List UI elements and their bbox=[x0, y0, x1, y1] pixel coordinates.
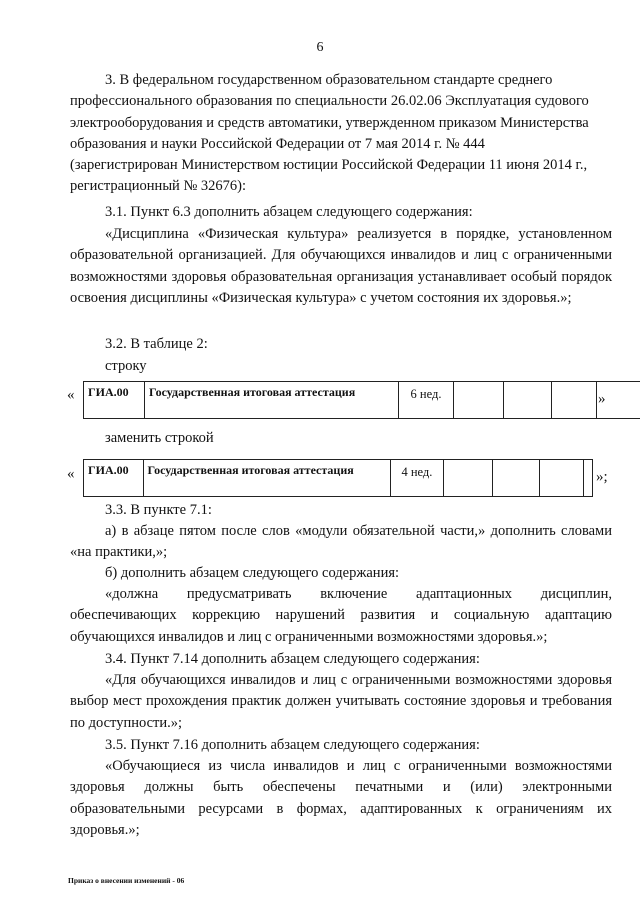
table-old-row bbox=[83, 381, 640, 419]
table-new-empty-cell bbox=[584, 460, 592, 496]
table-new-name: Государственная итоговая аттестация bbox=[144, 460, 391, 496]
quote-3-5: «Обучающиеся из числа инвалидов и лиц с ограниченными возможностями здоровья должны быть обеспечены печатными и (или) электронными образовательными ресурсами в формах, адаптированных к ограничениям их здоровья.»; bbox=[70, 758, 612, 838]
section-3-line: образования и науки Российской Федерации от 7 мая 2014 г. № 444 bbox=[70, 135, 485, 152]
table-old-name: Государственная итоговая аттестация bbox=[145, 382, 399, 418]
item-3-5: 3.5. Пункт 7.16 дополнить абзацем следующего содержания: bbox=[105, 737, 480, 753]
table-new-row bbox=[83, 459, 593, 497]
item-3-3-a: а) в абзаце пятом после слов «модули обязательной части,» дополнить словами «на практики,»; bbox=[70, 523, 612, 561]
table-old-open-quote: « bbox=[67, 387, 75, 403]
footer-note: Приказ о внесении изменений - 06 bbox=[68, 876, 185, 885]
table-new-empty-cell bbox=[540, 460, 584, 496]
table-new-code: ГИА.00 bbox=[84, 460, 144, 496]
section-3-line: электрооборудования и средств автоматики, утвержденном приказом Министерства bbox=[70, 114, 589, 131]
table-old-duration: 6 нед. bbox=[399, 382, 454, 418]
table-new-empty-cell bbox=[444, 460, 493, 496]
item-3-2: 3.2. В таблице 2: bbox=[105, 336, 208, 352]
section-3-line: (зарегистрирован Министерством юстиции Российской Федерации 11 июня 2014 г., bbox=[70, 157, 588, 174]
row-label: строку bbox=[105, 358, 147, 374]
item-3-4: 3.4. Пункт 7.14 дополнить абзацем следующего содержания: bbox=[105, 651, 480, 667]
table-old-empty-cell bbox=[454, 382, 504, 418]
item-3-1: 3.1. Пункт 6.3 дополнить абзацем следующего содержания: bbox=[105, 204, 473, 220]
section-3-line: регистрационный № 32676): bbox=[70, 178, 247, 195]
section-3-line: 3. В федеральном государственном образовательном стандарте среднего bbox=[105, 72, 553, 88]
table-new-open-quote: « bbox=[67, 466, 75, 482]
table-new-duration: 4 нед. bbox=[391, 460, 445, 496]
table-new-close-quote: »; bbox=[596, 469, 608, 485]
quote-3-1: «Дисциплина «Физическая культура» реализуется в порядке, установленном образовательной организацией. Для обучающихся инвалидов и лиц с ограниченными возможностями здоровья образовательная организация устанавливает особый порядок освоения дисциплины «Физическая культура» с учетом состояния их здоровья.»; bbox=[70, 226, 612, 306]
item-3-3-b: б) дополнить абзацем следующего содержания: bbox=[105, 565, 400, 581]
quote-3-4: «Для обучающихся инвалидов и лиц с ограниченными возможностями здоровья выбор мест прохождения практик должен учитывать состояние здоровья и требования по доступности.»; bbox=[70, 672, 612, 731]
section-3-paragraph bbox=[70, 70, 612, 198]
table-old-empty-cell bbox=[504, 382, 552, 418]
replace-label: заменить строкой bbox=[105, 430, 214, 446]
page-number: 6 bbox=[316, 40, 324, 55]
section-3-line: профессионального образования по специальности 26.02.06 Эксплуатация судового bbox=[70, 93, 589, 110]
quote-3-3-b: «должна предусматривать включение адаптационных дисциплин, обеспечивающих коррекцию нарушений развития и социальную адаптацию обучающихся инвалидов и лиц с ограниченными возможностями здоровья.»; bbox=[70, 586, 612, 645]
table-old-close-quote: » bbox=[598, 391, 606, 407]
table-new-empty-cell bbox=[493, 460, 540, 496]
table-old-code: ГИА.00 bbox=[84, 382, 145, 418]
item-3-3: 3.3. В пункте 7.1: bbox=[105, 502, 212, 518]
table-old-empty-cell bbox=[552, 382, 597, 418]
